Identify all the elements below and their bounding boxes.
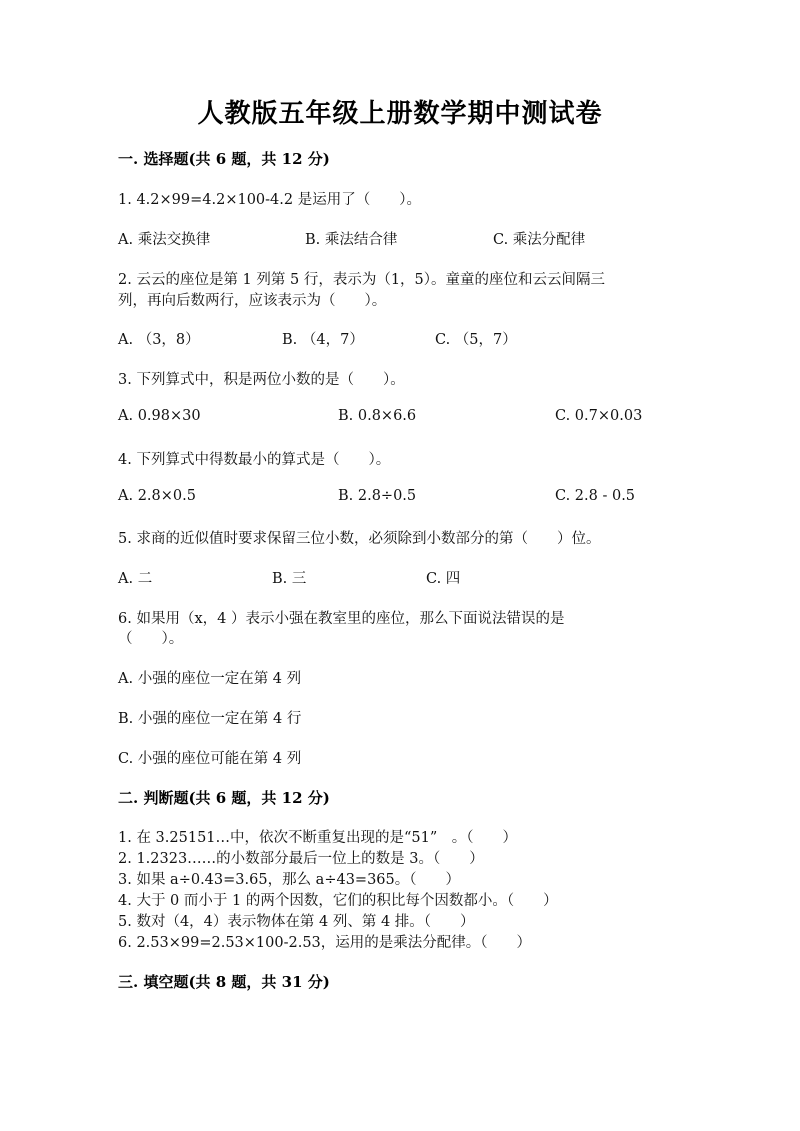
option-a: A. （3，8） — [118, 332, 200, 348]
question-stem: 1. 4.2×99=4.2×100-4.2 是运用了（ ）。 — [118, 192, 421, 208]
option-a: A. 乘法交换律 — [118, 232, 211, 248]
section-heading-fill: 三. 填空题(共 8 题，共 31 分) — [118, 973, 330, 991]
option-c: C. 0.7×0.03 — [555, 408, 643, 424]
option-c: C. 小强的座位可能在第 4 列 — [118, 751, 302, 767]
option-b: B. （4，7） — [282, 332, 364, 348]
option-c: C. 2.8 - 0.5 — [555, 488, 636, 504]
option-a: A. 0.98×30 — [118, 408, 201, 424]
question-stem: 3. 下列算式中，积是两位小数的是（ ）。 — [118, 372, 405, 388]
option-b: B. 乘法结合律 — [305, 232, 398, 248]
option-b: B. 0.8×6.6 — [338, 408, 417, 424]
question-stem: 4. 下列算式中得数最小的算式是（ ）。 — [118, 452, 391, 468]
section-heading-choice: 一. 选择题(共 6 题，共 12 分) — [118, 150, 330, 168]
judge-item: 4. 大于 0 而小于 1 的两个因数，它们的积比每个因数都小。（ ） — [118, 893, 558, 909]
option-c: C. 四 — [426, 571, 461, 587]
option-c: C. （5，7） — [435, 332, 517, 348]
option-c: C. 乘法分配律 — [493, 232, 586, 248]
option-a: A. 二 — [118, 571, 153, 587]
option-b: B. 2.8÷0.5 — [338, 488, 417, 504]
judge-item: 5. 数对（4，4）表示物体在第 4 列、第 4 排。（ ） — [118, 914, 475, 930]
judge-item: 3. 如果 a÷0.43=3.65，那么 a÷43=365。（ ） — [118, 872, 460, 888]
option-a: A. 2.8×0.5 — [118, 488, 196, 504]
judge-item: 6. 2.53×99=2.53×100-2.53，运用的是乘法分配律。（ ） — [118, 935, 532, 951]
option-b: B. 小强的座位一定在第 4 行 — [118, 711, 302, 727]
question-stem: 2. 云云的座位是第 1 列第 5 行，表示为（1，5）。童童的座位和云云间隔三 — [118, 272, 606, 288]
section-heading-judge: 二. 判断题(共 6 题，共 12 分) — [118, 789, 330, 807]
option-a: A. 小强的座位一定在第 4 列 — [118, 671, 302, 687]
question-stem-continued: 列，再向后数两行，应该表示为（ ）。 — [118, 293, 387, 309]
option-b: B. 三 — [272, 571, 307, 587]
page-title: 人教版五年级上册数学期中测试卷 — [197, 99, 603, 129]
judge-item: 2. 1.2323……的小数部分最后一位上的数是 3。（ ） — [118, 851, 484, 867]
question-stem: 6. 如果用（x，4 ）表示小强在教室里的座位，那么下面说法错误的是 — [118, 611, 565, 627]
question-stem-continued: （ ）。 — [118, 631, 184, 647]
question-stem: 5. 求商的近似值时要求保留三位小数，必须除到小数部分的第（ ）位。 — [118, 531, 601, 547]
judge-item: 1. 在 3.25151…中，依次不断重复出现的是“51” 。（ ） — [118, 830, 518, 846]
